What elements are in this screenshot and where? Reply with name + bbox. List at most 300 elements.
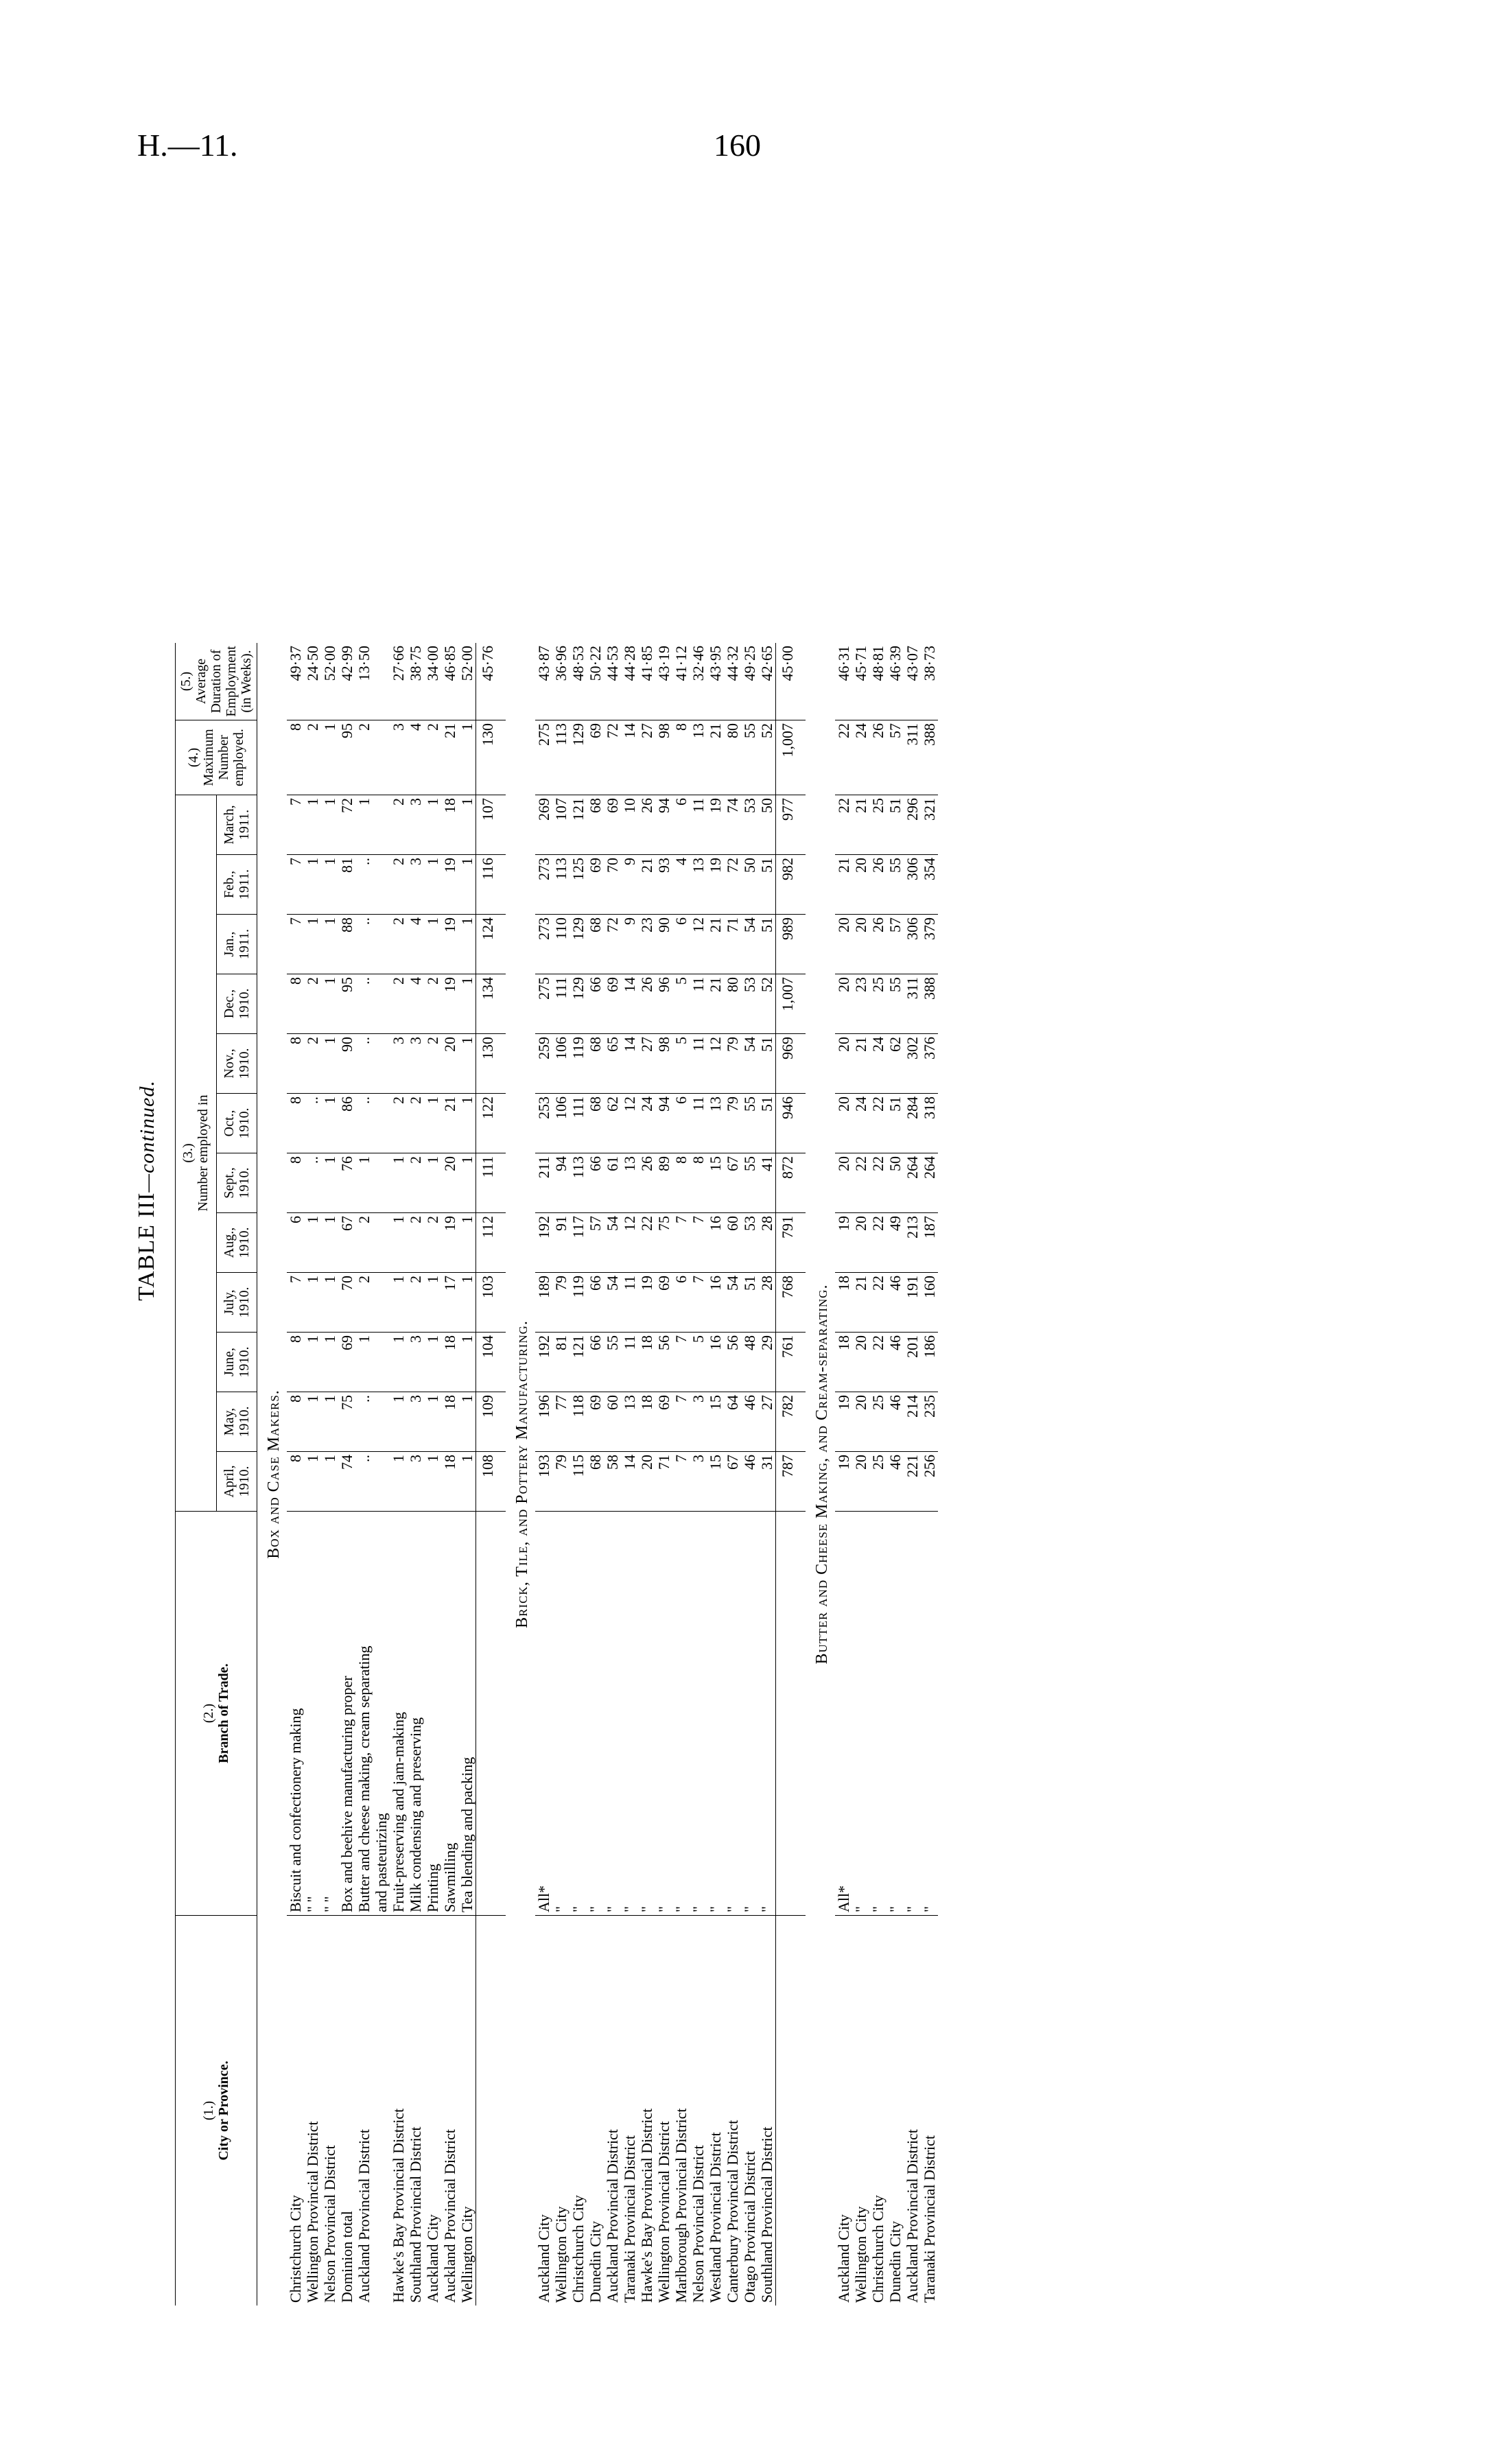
month-value-cell: 119 [570, 1273, 587, 1333]
month-value-cell: 13 [690, 855, 707, 915]
total-month-cell: 124 [476, 915, 506, 974]
max-employed-cell: 57 [887, 720, 904, 795]
month-value-cell: 18 [441, 1392, 458, 1452]
month-value-cell: 2 [304, 1034, 321, 1094]
city-cell: Auckland Provincial District [441, 2129, 458, 2303]
month-value-cell: 1 [424, 1452, 441, 1512]
table-row [535, 643, 552, 2305]
employment-table [175, 643, 938, 2305]
max-employed-cell: 2 [304, 720, 321, 795]
month-value-cell: 46 [887, 1452, 904, 1512]
month-value-cell: 1 [321, 1392, 338, 1452]
month-value-cell: 379 [921, 915, 938, 974]
month-value-cell: 50 [758, 795, 776, 855]
month-value-cell: 2 [390, 795, 407, 855]
col-max-header: (4.) Maximum Number employed. [176, 720, 257, 795]
max-employed-cell: 13 [690, 720, 707, 795]
total-month-cell: 768 [776, 1273, 806, 1333]
section-title: Brick, Tile, and Pottery Manufacturing. [513, 1320, 531, 1628]
month-value-cell: 68 [587, 1452, 604, 1512]
month-value-cell: 98 [655, 1034, 672, 1094]
month-value-cell: 51 [887, 795, 904, 855]
month-value-cell: 46 [887, 1333, 904, 1392]
avg-duration-cell: 50·22 [587, 643, 604, 720]
avg-duration-cell: 49·37 [287, 643, 304, 720]
month-value-cell: 8 [287, 1392, 304, 1452]
month-value-cell: 51 [758, 1034, 776, 1094]
table-row [835, 643, 852, 2305]
table-row [321, 643, 338, 2305]
table-caption: TABLE III—continued. [134, 1080, 159, 1301]
month-value-cell: 111 [552, 974, 570, 1034]
month-value-cell: 2 [407, 1213, 424, 1273]
total-month-cell: 116 [476, 855, 506, 915]
month-header: Nov., 1910. [216, 1034, 257, 1094]
branch-cell: Milk condensing and preserving [407, 1512, 424, 1916]
total-month-cell: 111 [476, 1153, 506, 1213]
month-value-cell: 19 [835, 1392, 852, 1452]
city-cell: Christchurch City [869, 2194, 887, 2303]
section-title-row [806, 643, 835, 2305]
month-value-cell: 19 [441, 974, 458, 1034]
month-value-cell: 16 [707, 1333, 724, 1392]
month-value-cell: .. [355, 1034, 373, 1094]
month-value-cell: 264 [921, 1153, 938, 1213]
month-value-cell [373, 915, 390, 974]
month-value-cell: 69 [587, 1392, 604, 1452]
month-value-cell: 90 [655, 915, 672, 974]
month-value-cell: 3 [407, 1452, 424, 1512]
month-value-cell: 259 [535, 1034, 552, 1094]
month-value-cell: 55 [887, 855, 904, 915]
month-value-cell: 1 [355, 1153, 373, 1213]
month-value-cell: 211 [535, 1153, 552, 1213]
avg-duration-cell: 44·28 [621, 643, 638, 720]
month-value-cell: 7 [287, 915, 304, 974]
month-value-cell: 56 [724, 1333, 741, 1392]
month-value-cell: 110 [552, 915, 570, 974]
branch-cell: " " [304, 1512, 321, 1916]
month-value-cell: 19 [441, 855, 458, 915]
month-header: Dec., 1910. [216, 974, 257, 1034]
table-row [724, 643, 741, 2305]
month-value-cell: 1 [424, 1273, 441, 1333]
table-row [587, 643, 604, 2305]
table-row [373, 643, 390, 2305]
month-value-cell: 88 [338, 915, 355, 974]
month-value-cell: 1 [304, 1213, 321, 1273]
avg-duration-cell: 38·75 [407, 643, 424, 720]
max-employed-cell: 311 [904, 720, 921, 795]
month-value-cell: 58 [604, 1452, 621, 1512]
max-employed-cell: 52 [758, 720, 776, 795]
month-value-cell: 79 [552, 1273, 570, 1333]
month-value-cell: 68 [587, 1034, 604, 1094]
month-value-cell: 26 [869, 915, 887, 974]
table-row [407, 643, 424, 2305]
month-value-cell: 21 [441, 1094, 458, 1153]
month-value-cell: 8 [672, 1153, 690, 1213]
total-avg-cell: 45·76 [476, 643, 506, 720]
branch-cell: " [887, 1512, 904, 1916]
month-value-cell: 96 [655, 974, 672, 1034]
month-value-cell: 77 [552, 1392, 570, 1452]
month-value-cell: 15 [707, 1153, 724, 1213]
month-value-cell: 311 [904, 974, 921, 1034]
month-value-cell: 1 [424, 795, 441, 855]
month-value-cell: 55 [887, 974, 904, 1034]
total-row [476, 643, 506, 2305]
month-value-cell: 129 [570, 974, 587, 1034]
section-title: Butter and Cheese Making, and Cream-separating. [813, 1284, 831, 1665]
month-value-cell: 376 [921, 1034, 938, 1094]
month-value-cell: 256 [921, 1452, 938, 1512]
month-value-cell: 306 [904, 915, 921, 974]
month-value-cell: 1 [458, 915, 476, 974]
branch-cell: " [587, 1512, 604, 1916]
month-value-cell: 1 [458, 1333, 476, 1392]
month-value-cell: 28 [758, 1213, 776, 1273]
city-cell: Wellington Provincial District [304, 2121, 321, 2303]
avg-duration-cell: 44·32 [724, 643, 741, 720]
month-value-cell: 106 [552, 1094, 570, 1153]
month-value-cell: 93 [655, 855, 672, 915]
month-header: April, 1910. [216, 1452, 257, 1512]
month-value-cell: .. [355, 1392, 373, 1452]
month-value-cell: 69 [655, 1273, 672, 1333]
month-value-cell: 264 [904, 1153, 921, 1213]
month-value-cell: 1 [424, 1333, 441, 1392]
month-value-cell: 20 [835, 1094, 852, 1153]
month-value-cell [373, 1452, 390, 1512]
month-value-cell: 26 [869, 855, 887, 915]
month-value-cell: 54 [604, 1213, 621, 1273]
avg-duration-cell: 43·19 [655, 643, 672, 720]
table-row [638, 643, 655, 2305]
month-value-cell [373, 1153, 390, 1213]
month-value-cell: 18 [835, 1273, 852, 1333]
branch-cell: Tea blending and packing [458, 1512, 476, 1916]
month-value-cell: 214 [904, 1392, 921, 1452]
month-value-cell: 302 [904, 1034, 921, 1094]
max-employed-cell: 72 [604, 720, 621, 795]
month-value-cell: 25 [869, 1392, 887, 1452]
total-month-cell: 108 [476, 1452, 506, 1512]
month-value-cell: 1 [321, 855, 338, 915]
month-value-cell: 117 [570, 1213, 587, 1273]
month-value-cell: 22 [869, 1273, 887, 1333]
month-value-cell: 69 [655, 1392, 672, 1452]
month-value-cell: 89 [655, 1153, 672, 1213]
month-value-cell: 57 [587, 1213, 604, 1273]
branch-cell: and pasteurizing [373, 1512, 390, 1916]
table-row [604, 643, 621, 2305]
avg-duration-cell: 43·07 [904, 643, 921, 720]
branch-cell: Sawmilling [441, 1512, 458, 1916]
month-value-cell: 284 [904, 1094, 921, 1153]
city-cell: Auckland Provincial District [604, 2129, 621, 2303]
month-value-cell: 1 [458, 795, 476, 855]
month-value-cell: 20 [852, 1213, 869, 1273]
month-value-cell: 49 [887, 1213, 904, 1273]
col-avg-header: (5.) Average Duration of Employment (in Weeks). [176, 643, 257, 720]
month-header: July, 1910. [216, 1273, 257, 1333]
month-value-cell: 13 [621, 1153, 638, 1213]
avg-duration-cell: 46·85 [441, 643, 458, 720]
month-value-cell: 1 [321, 915, 338, 974]
month-value-cell: .. [355, 1452, 373, 1512]
month-value-cell: 70 [604, 855, 621, 915]
month-value-cell: 94 [552, 1153, 570, 1213]
month-value-cell: 53 [741, 974, 758, 1034]
month-value-cell: 7 [287, 795, 304, 855]
month-value-cell: 69 [604, 974, 621, 1034]
month-value-cell: 29 [758, 1333, 776, 1392]
month-value-cell: 51 [741, 1273, 758, 1333]
total-spacer [776, 1916, 806, 2306]
table-row [869, 643, 887, 2305]
month-value-cell: 14 [621, 974, 638, 1034]
total-max-cell: 1,007 [776, 720, 806, 795]
month-value-cell: 269 [535, 795, 552, 855]
month-value-cell: 8 [287, 1333, 304, 1392]
month-value-cell: 160 [921, 1273, 938, 1333]
month-value-cell: 65 [604, 1034, 621, 1094]
month-value-cell: 55 [741, 1094, 758, 1153]
month-value-cell: 66 [587, 1333, 604, 1392]
branch-cell: Biscuit and confectionery making [287, 1512, 304, 1916]
city-cell: Otago Provincial District [741, 2150, 758, 2303]
month-value-cell: 20 [852, 1333, 869, 1392]
month-value-cell: 21 [638, 855, 655, 915]
month-value-cell: 1 [390, 1333, 407, 1392]
month-value-cell: 25 [869, 974, 887, 1034]
month-value-cell [373, 974, 390, 1034]
month-value-cell: 21 [707, 974, 724, 1034]
total-month-cell: 107 [476, 795, 506, 855]
total-month-cell: 989 [776, 915, 806, 974]
table-row [758, 643, 776, 2305]
table-row [655, 643, 672, 2305]
month-value-cell: 81 [552, 1333, 570, 1392]
branch-cell: " [921, 1512, 938, 1916]
month-value-cell: 21 [852, 795, 869, 855]
month-value-cell: 31 [758, 1452, 776, 1512]
month-header: March, 1911. [216, 795, 257, 855]
month-value-cell: 1 [458, 1273, 476, 1333]
month-value-cell: 1 [304, 795, 321, 855]
month-value-cell [373, 1273, 390, 1333]
month-value-cell [373, 795, 390, 855]
month-value-cell: 22 [869, 1094, 887, 1153]
month-value-cell: 2 [355, 1213, 373, 1273]
avg-duration-cell: 43·95 [707, 643, 724, 720]
month-value-cell: 1 [458, 1213, 476, 1273]
month-value-cell: 69 [604, 795, 621, 855]
month-value-cell: 20 [441, 1153, 458, 1213]
month-value-cell: 20 [441, 1034, 458, 1094]
month-value-cell: 74 [724, 795, 741, 855]
section-title-row [257, 643, 287, 2305]
city-cell: Southland Provincial District [758, 2126, 775, 2303]
month-value-cell: 16 [707, 1213, 724, 1273]
month-value-cell: 67 [724, 1153, 741, 1213]
month-value-cell: 61 [604, 1153, 621, 1213]
month-value-cell: 26 [638, 795, 655, 855]
max-employed-cell: 3 [390, 720, 407, 795]
month-value-cell: 187 [921, 1213, 938, 1273]
city-cell: Auckland City [424, 2214, 441, 2303]
month-value-cell: 53 [741, 1213, 758, 1273]
month-value-cell: 7 [672, 1392, 690, 1452]
month-value-cell: 1 [304, 1333, 321, 1392]
month-value-cell: 26 [638, 974, 655, 1034]
month-value-cell: 14 [621, 1452, 638, 1512]
col-city-header: (1.) City or Province. [176, 1916, 257, 2306]
month-value-cell: 213 [904, 1213, 921, 1273]
month-value-cell: 6 [287, 1213, 304, 1273]
month-value-cell: 1 [355, 1333, 373, 1392]
month-value-cell: 186 [921, 1333, 938, 1392]
month-value-cell: 26 [638, 1153, 655, 1213]
month-value-cell: 4 [407, 915, 424, 974]
max-employed-cell: 21 [707, 720, 724, 795]
avg-duration-cell: 34·00 [424, 643, 441, 720]
max-employed-cell: 1 [321, 720, 338, 795]
total-month-cell: 791 [776, 1213, 806, 1273]
avg-duration-cell: 48·53 [570, 643, 587, 720]
month-value-cell: 2 [424, 974, 441, 1034]
month-value-cell: 118 [570, 1392, 587, 1452]
table-row [338, 643, 355, 2305]
month-value-cell: 1 [458, 855, 476, 915]
city-cell: Wellington Provincial District [655, 2121, 672, 2303]
month-value-cell: 94 [655, 1094, 672, 1153]
month-value-cell: 1 [304, 1273, 321, 1333]
avg-duration-cell: 27·66 [390, 643, 407, 720]
month-value-cell: 318 [921, 1094, 938, 1153]
month-value-cell: 60 [724, 1213, 741, 1273]
month-value-cell: 11 [690, 1094, 707, 1153]
max-employed-cell: 14 [621, 720, 638, 795]
total-month-cell: 977 [776, 795, 806, 855]
month-value-cell: 50 [887, 1153, 904, 1213]
total-month-cell: 112 [476, 1213, 506, 1273]
max-employed-cell: 8 [672, 720, 690, 795]
document-reference: H.—11. [137, 128, 238, 163]
month-value-cell: 52 [758, 974, 776, 1034]
month-value-cell: 6 [672, 1273, 690, 1333]
max-employed-cell: 24 [852, 720, 869, 795]
month-value-cell: 2 [424, 1034, 441, 1094]
city-cell: Taranaki Provincial District [921, 2135, 938, 2303]
month-value-cell: .. [304, 1153, 321, 1213]
month-value-cell: 55 [741, 1153, 758, 1213]
month-value-cell: 51 [758, 915, 776, 974]
total-month-cell: 1,007 [776, 974, 806, 1034]
month-value-cell: 3 [407, 1392, 424, 1452]
month-value-cell: 90 [338, 1034, 355, 1094]
city-cell: Christchurch City [287, 2194, 304, 2303]
month-value-cell: 1 [304, 1452, 321, 1512]
month-value-cell: 9 [621, 855, 638, 915]
month-value-cell: 189 [535, 1273, 552, 1333]
month-value-cell: 56 [655, 1333, 672, 1392]
month-value-cell: 1 [321, 1153, 338, 1213]
month-value-cell: 10 [621, 795, 638, 855]
month-value-cell: 17 [441, 1273, 458, 1333]
month-value-cell: 296 [904, 795, 921, 855]
month-value-cell: 2 [304, 974, 321, 1034]
branch-cell: Box and beehive manufacturing proper [338, 1512, 355, 1916]
month-value-cell: .. [355, 974, 373, 1034]
max-employed-cell: 4 [407, 720, 424, 795]
month-value-cell: 14 [621, 1034, 638, 1094]
month-header: May, 1910. [216, 1392, 257, 1452]
month-value-cell: 1 [304, 1392, 321, 1452]
month-value-cell: 7 [690, 1213, 707, 1273]
max-employed-cell: 129 [570, 720, 587, 795]
month-value-cell: 1 [321, 1094, 338, 1153]
total-month-cell: 872 [776, 1153, 806, 1213]
month-value-cell: 2 [390, 1094, 407, 1153]
month-value-cell: 66 [587, 1273, 604, 1333]
total-month-cell: 969 [776, 1034, 806, 1094]
table-row [458, 643, 476, 2305]
month-value-cell: 7 [672, 1213, 690, 1273]
month-value-cell: 2 [390, 974, 407, 1034]
max-employed-cell: 55 [741, 720, 758, 795]
month-value-cell: 275 [535, 974, 552, 1034]
table-row [390, 643, 407, 2305]
month-value-cell: 22 [869, 1213, 887, 1273]
month-value-cell: 2 [424, 1213, 441, 1273]
branch-cell: All* [835, 1512, 852, 1916]
avg-duration-cell: 36·96 [552, 643, 570, 720]
month-value-cell: 3 [407, 795, 424, 855]
total-avg-cell: 45·00 [776, 643, 806, 720]
city-cell [373, 1916, 390, 2306]
month-value-cell: 19 [441, 915, 458, 974]
month-value-cell: 68 [587, 1094, 604, 1153]
month-value-cell: 20 [852, 855, 869, 915]
month-value-cell: 1 [390, 1153, 407, 1213]
month-value-cell: 121 [570, 1333, 587, 1392]
city-cell: Hawke's Bay Provincial District [390, 2108, 407, 2303]
table-row [852, 643, 869, 2305]
month-header: Aug., 1910. [216, 1213, 257, 1273]
month-value-cell: 106 [552, 1034, 570, 1094]
month-value-cell: 8 [287, 1153, 304, 1213]
month-value-cell: 107 [552, 795, 570, 855]
month-value-cell: 3 [407, 1034, 424, 1094]
month-value-cell: 54 [604, 1273, 621, 1333]
month-value-cell: 19 [835, 1213, 852, 1273]
month-value-cell: 71 [724, 915, 741, 974]
max-employed-cell: 98 [655, 720, 672, 795]
col-months-header: (3.) Number employed in [176, 795, 217, 1512]
month-value-cell: 3 [407, 855, 424, 915]
month-value-cell: 7 [287, 1273, 304, 1333]
month-value-cell: 22 [869, 1153, 887, 1213]
month-value-cell: 6 [672, 1094, 690, 1153]
month-value-cell: 1 [458, 1392, 476, 1452]
month-value-cell: 68 [587, 795, 604, 855]
month-value-cell: 11 [690, 1034, 707, 1094]
city-cell: Auckland City [835, 2214, 852, 2303]
month-value-cell: 95 [338, 974, 355, 1034]
table-row [355, 643, 373, 2305]
